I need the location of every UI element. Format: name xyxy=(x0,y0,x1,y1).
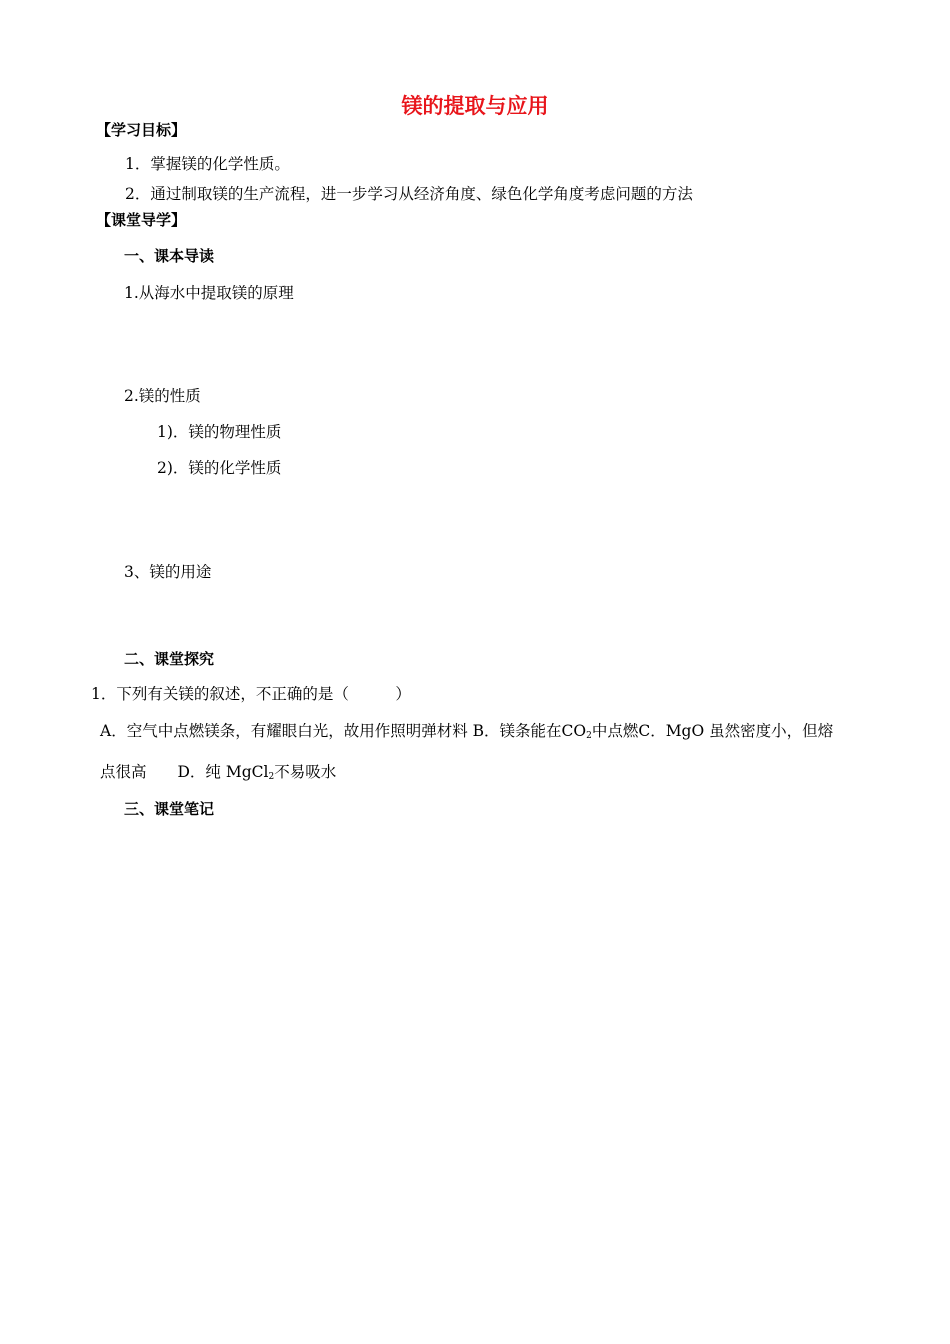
reading-item-3: 3、镁的用途 xyxy=(124,563,212,581)
reading-item-2-sub-1: 1)．镁的物理性质 xyxy=(157,423,282,441)
notes-heading: 三、课堂笔记 xyxy=(124,800,215,818)
mgcl2-subscript: 2 xyxy=(268,772,275,782)
reading-item-2-sub-2: 2)．镁的化学性质 xyxy=(157,459,282,477)
reading-heading: 一、课本导读 xyxy=(124,247,215,265)
objective-item-2: 2．通过制取镁的生产流程，进一步学习从经济角度、绿色化学角度考虑问题的方法 xyxy=(125,185,693,203)
inquiry-options-line-1 xyxy=(100,721,833,746)
inquiry-heading: 二、课堂探究 xyxy=(124,650,215,668)
guidance-heading: 【课堂导学】 xyxy=(96,211,187,229)
options-line-2-part-1: 点很高 D．纯 MgCl xyxy=(100,763,269,781)
reading-item-1: 1.从海水中提取镁的原理 xyxy=(124,284,294,302)
options-line-1-part-2: 中点燃C．MgO 虽然密度小，但熔 xyxy=(591,722,834,740)
inquiry-question: 1．下列有关镁的叙述，不正确的是（ ） xyxy=(91,685,411,703)
co2-subscript: 2 xyxy=(586,731,592,741)
objective-item-1: 1．掌握镁的化学性质。 xyxy=(125,155,290,173)
options-line-2-part-2: 不易吸水 xyxy=(274,763,337,781)
page-title: 镁的提取与应用 xyxy=(401,94,549,118)
objectives-heading: 【学习目标】 xyxy=(96,121,187,139)
reading-item-2: 2.镁的性质 xyxy=(124,387,201,405)
options-line-1-part-1: A．空气中点燃镁条，有耀眼白光，故用作照明弹材料 B．镁条能在CO xyxy=(100,722,587,740)
inquiry-options-line-2 xyxy=(100,762,336,787)
